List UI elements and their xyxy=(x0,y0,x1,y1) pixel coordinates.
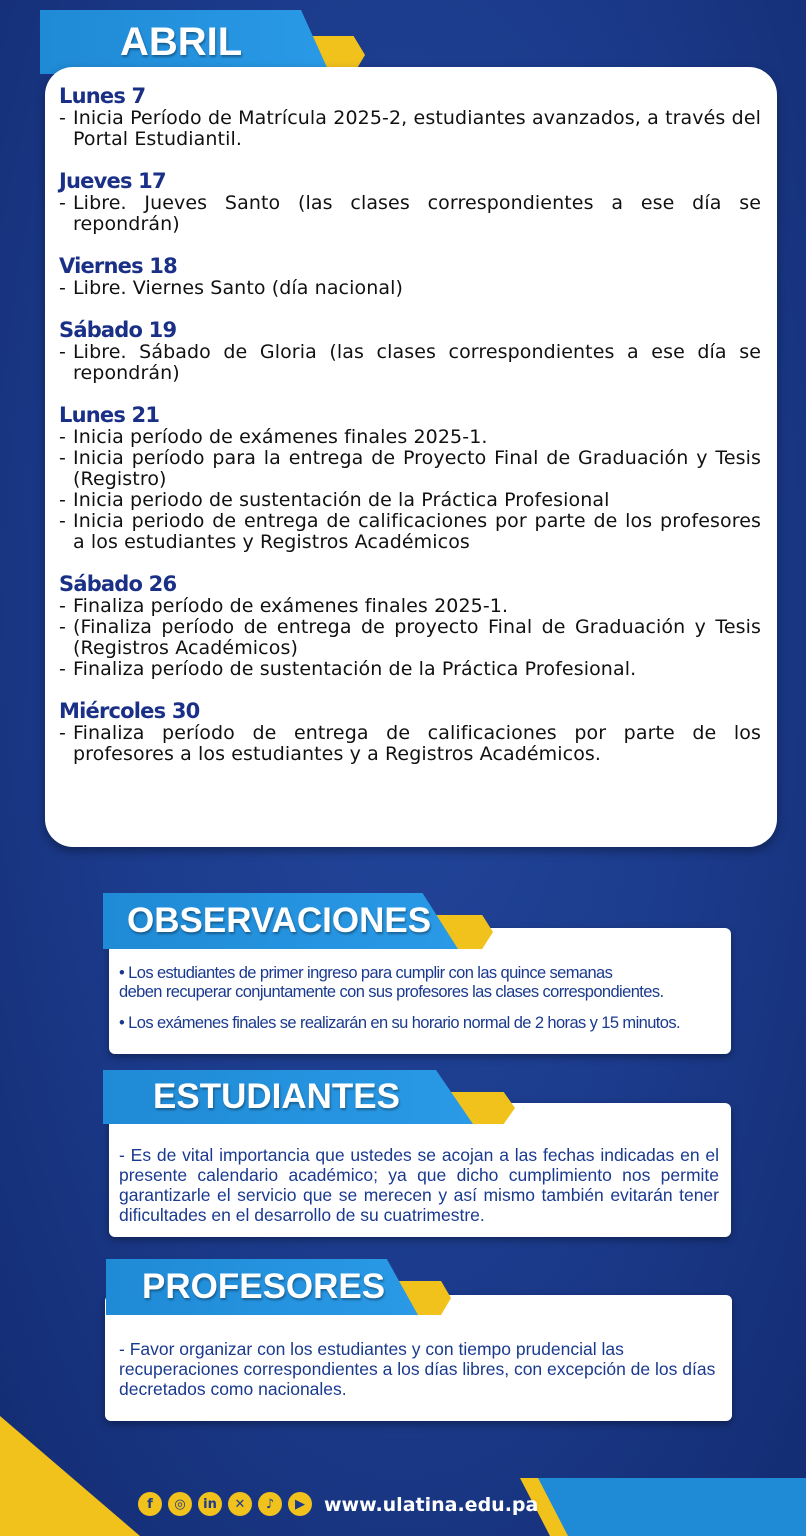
observaciones-title: OBSERVACIONES xyxy=(127,901,432,940)
tiktok-icon[interactable]: ♪ xyxy=(258,1492,282,1516)
month-title: ABRIL xyxy=(120,19,243,64)
event-list xyxy=(59,85,761,785)
event-entry xyxy=(59,255,761,299)
event-day: Sábado 19 xyxy=(59,318,177,342)
event-item: - Libre. Sábado de Gloria (las clases correspondientes a ese día se repondrán) xyxy=(59,341,761,384)
observation-1a: • Los estudiantes de primer ingreso para cumplir con las quince semanas xyxy=(119,964,613,982)
event-entry xyxy=(59,404,761,553)
event-entry xyxy=(59,170,761,235)
profesores-banner xyxy=(106,1259,451,1315)
facebook-icon[interactable]: f xyxy=(138,1492,162,1516)
event-day: Lunes 21 xyxy=(59,403,160,427)
profesores-text: - Favor organizar con los estudiantes y con tiempo prudencial las recuperaciones correspondientes a los días libres, con excepción de los días decretados como nacionales. xyxy=(119,1339,716,1399)
event-entry xyxy=(59,700,761,765)
event-item: - Finaliza período de entrega de calificaciones por parte de los profesores a los estudiantes y a Registros Académicos. xyxy=(59,722,761,765)
x-icon[interactable]: ✕ xyxy=(228,1492,252,1516)
event-item: - Libre. Jueves Santo (las clases correspondientes a ese día se repondrán) xyxy=(59,192,761,235)
corner-decoration xyxy=(0,1416,140,1536)
footer-stripe-decoration xyxy=(520,1478,806,1536)
event-day: Miércoles 30 xyxy=(59,699,200,723)
estudiantes-banner xyxy=(103,1070,515,1124)
event-item: - Libre. Viernes Santo (día nacional) xyxy=(59,277,403,299)
event-day: Viernes 18 xyxy=(59,254,177,278)
event-item: - Finaliza período de exámenes finales 2025-1. xyxy=(59,595,509,617)
event-day: Sábado 26 xyxy=(59,572,177,596)
profesores-title: PROFESORES xyxy=(142,1267,386,1306)
instagram-icon[interactable]: ◎ xyxy=(168,1492,192,1516)
youtube-icon[interactable]: ▶ xyxy=(288,1492,312,1516)
event-item: - Inicia período de exámenes finales 2025-1. xyxy=(59,426,488,448)
linkedin-icon[interactable]: in xyxy=(198,1492,222,1516)
month-banner xyxy=(40,10,365,74)
event-item: - Inicia periodo de sustentación de la Práctica Profesional xyxy=(59,489,610,511)
observation-2: • Los exámenes finales se realizarán en su horario normal de 2 horas y 15 minutos. xyxy=(119,1014,680,1032)
event-entry xyxy=(59,573,761,680)
estudiantes-title: ESTUDIANTES xyxy=(153,1077,400,1116)
website-link[interactable]: www.ulatina.edu.pa xyxy=(324,1494,539,1516)
event-day: Lunes 7 xyxy=(59,84,146,108)
event-item: - Inicia periodo de entrega de calificaciones por parte de los profesores a los estudiantes y Registros Académicos xyxy=(59,510,761,553)
event-item: - Inicia Período de Matrícula 2025-2, estudiantes avanzados, a través del Portal Estudiantil. xyxy=(59,107,761,150)
event-item: - Finaliza período de sustentación de la Práctica Profesional. xyxy=(59,658,637,680)
calendar-card xyxy=(45,67,777,847)
event-item: - (Finaliza período de entrega de proyecto Final de Graduación y Tesis (Registros Académicos) xyxy=(59,616,761,659)
event-item: - Inicia período para la entrega de Proyecto Final de Graduación y Tesis (Registro) xyxy=(59,447,761,490)
event-day: Jueves 17 xyxy=(59,169,166,193)
event-entry xyxy=(59,85,761,150)
observation-1b: deben recuperar conjuntamente con sus profesores las clases correspondientes. xyxy=(119,983,664,1001)
observaciones-banner xyxy=(103,893,493,949)
social-links xyxy=(138,1492,312,1516)
event-entry xyxy=(59,319,761,384)
estudiantes-text: - Es de vital importancia que ustedes se acojan a las fechas indicadas en el presente calendario académico; ya que dicho cumplimiento nos permite garantizarle el servicio que se merecen y así mismo también evitarán tener dificultades en el desarrollo de su cuatrimestre. xyxy=(119,1145,719,1225)
